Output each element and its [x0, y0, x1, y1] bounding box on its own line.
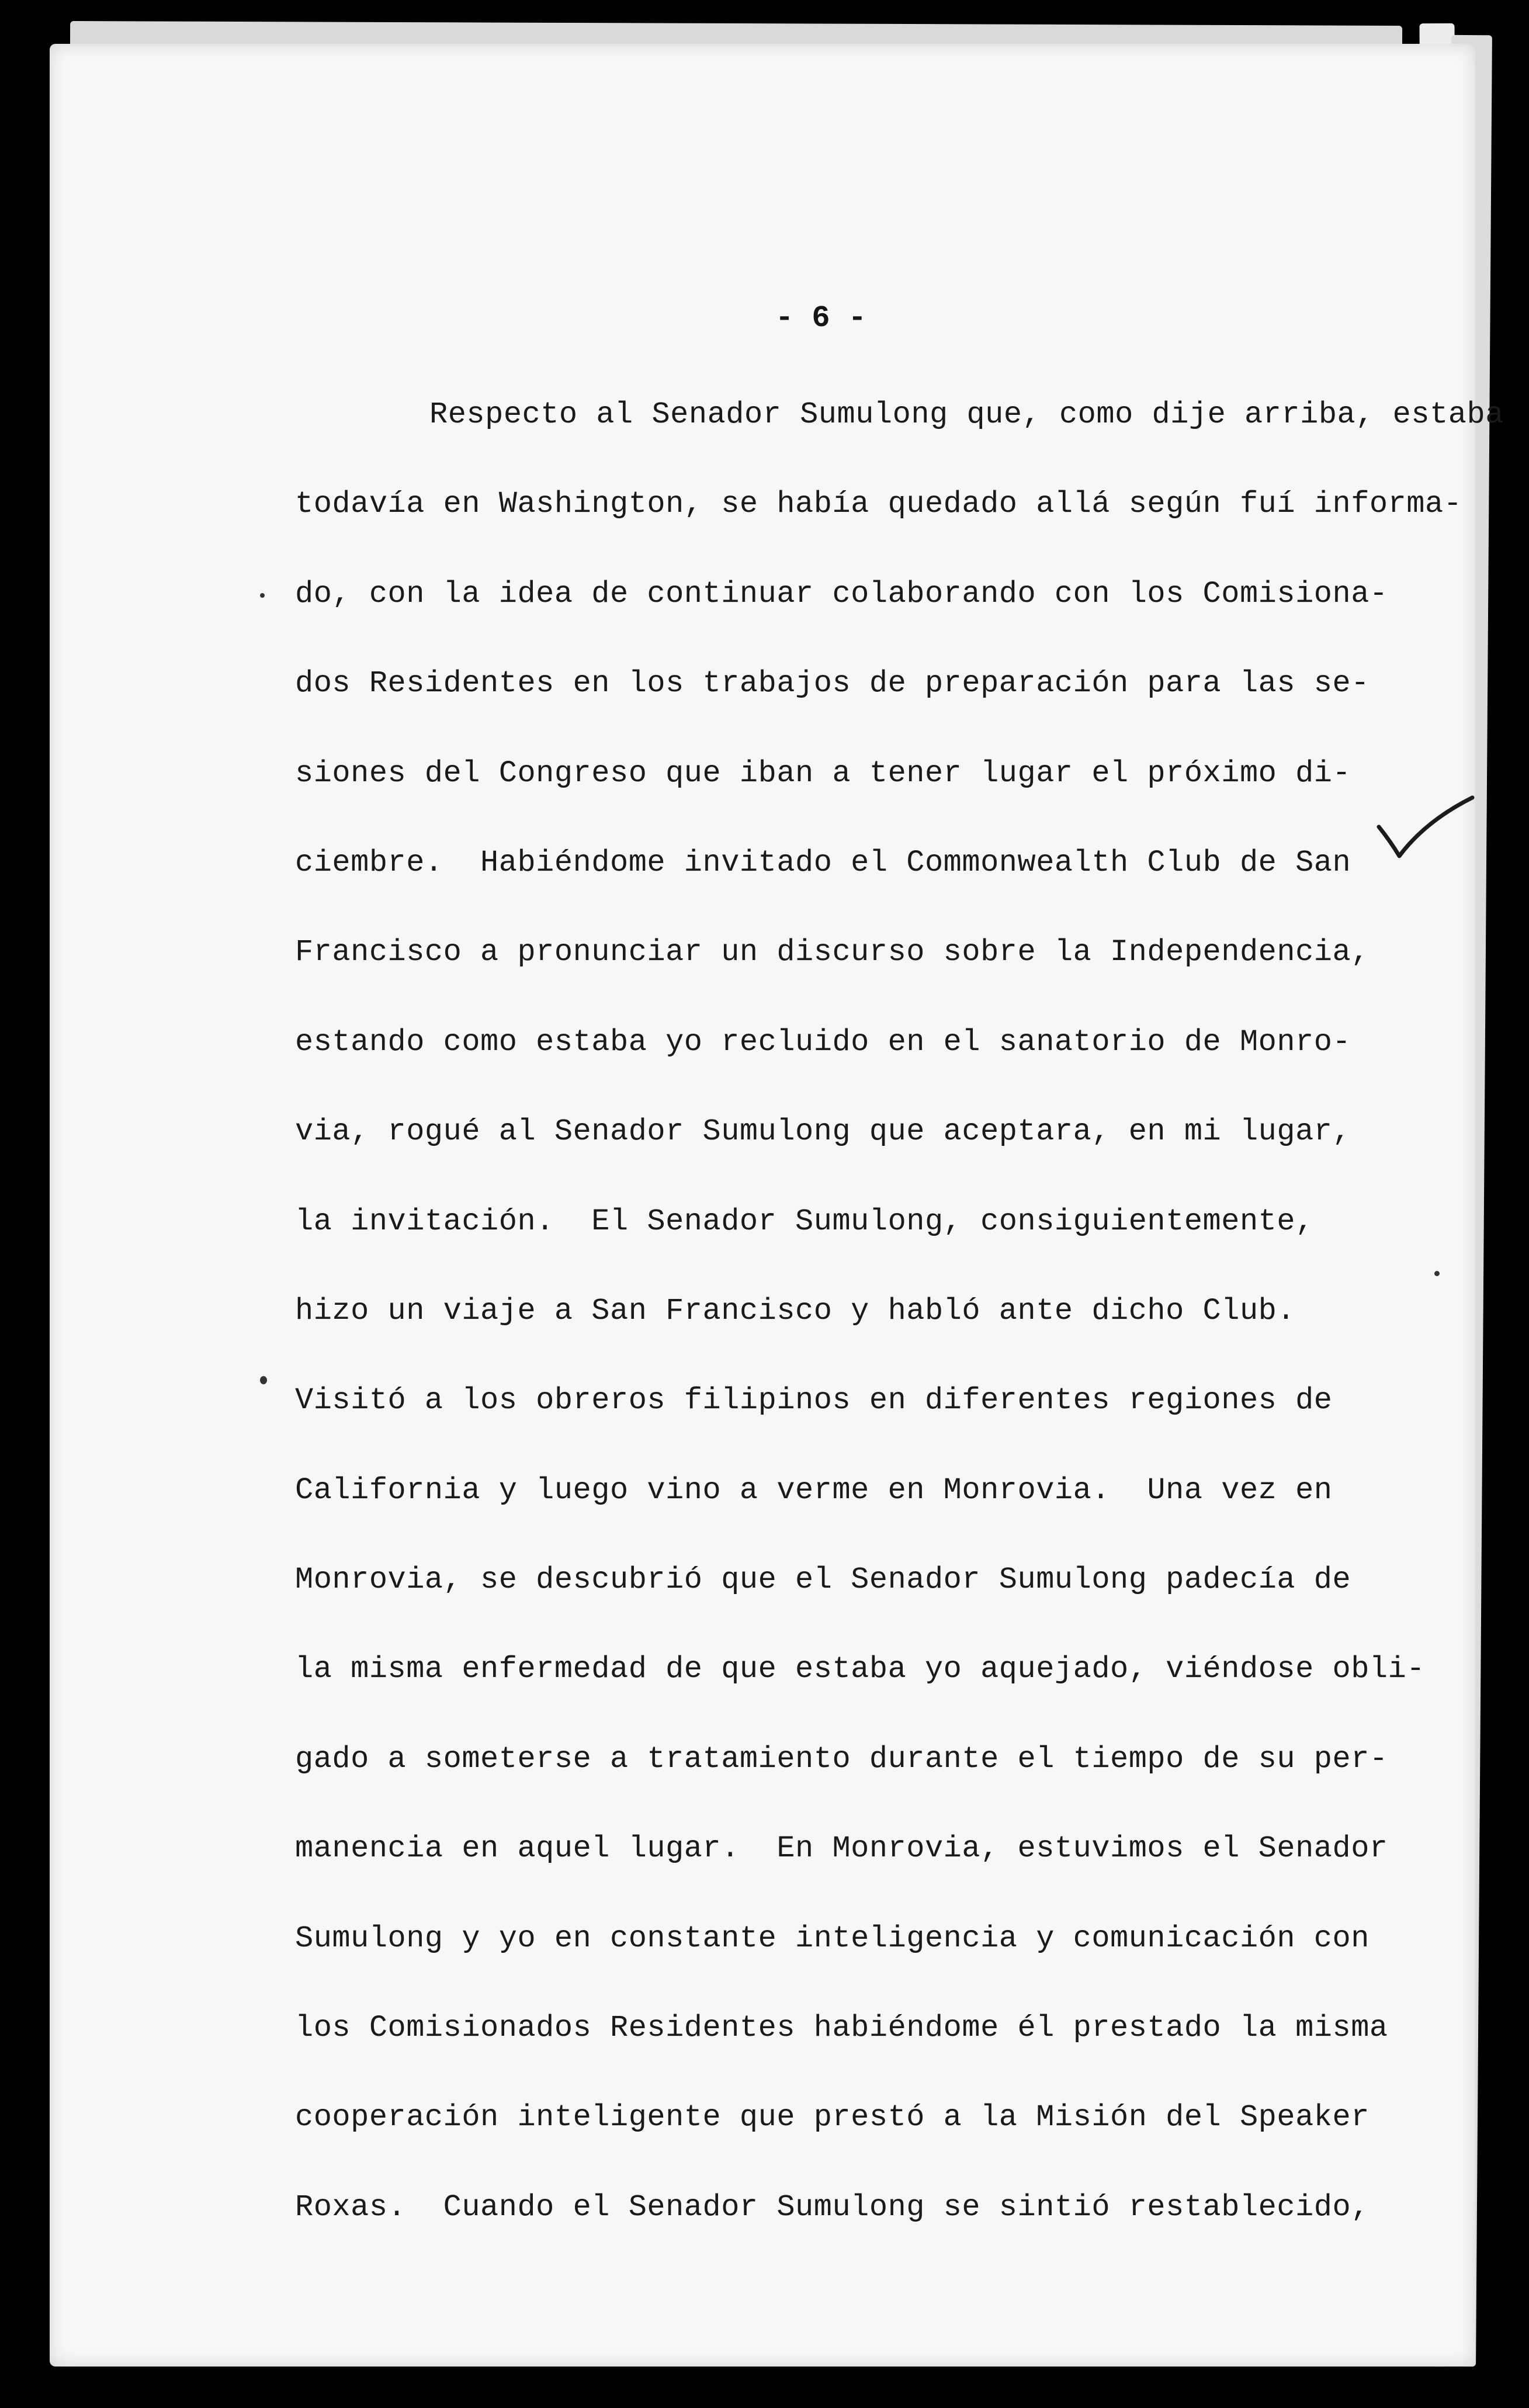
text-line: via, rogué al Senador Sumulong que aceptara, en mi lugar, [295, 1114, 1351, 1149]
text-line: Monrovia, se descubrió que el Senador Sumulong padecía de [295, 1562, 1351, 1598]
page-number: - 6 - [775, 301, 867, 335]
text-line: dos Residentes en los trabajos de preparación para las se- [295, 666, 1369, 701]
text-line: California y luego vino a verme en Monrovia. Una vez en [295, 1472, 1333, 1508]
text-line: do, con la idea de continuar colaborando con los Comisiona- [295, 576, 1388, 611]
text-line: gado a someterse a tratamiento durante el tiempo de su per- [295, 1741, 1388, 1776]
text-line: ciembre. Habiéndome invitado el Commonwealth Club de San [295, 845, 1351, 880]
text-line: Francisco a pronunciar un discurso sobre la Independencia, [295, 935, 1369, 970]
text-line: Visitó a los obreros filipinos en diferentes regiones de [295, 1383, 1333, 1418]
text-line: estando como estaba yo recluido en el sanatorio de Monro- [295, 1024, 1351, 1059]
ink-speck [260, 1376, 267, 1384]
text-line: Roxas. Cuando el Senador Sumulong se sintió restablecido, [295, 2189, 1369, 2225]
text-line: hizo un viaje a San Francisco y habló ante dicho Club. [295, 1293, 1296, 1328]
text-line: la invitación. El Senador Sumulong, consiguientemente, [295, 1204, 1314, 1239]
text-line: siones del Congreso que iban a tener lugar el próximo di- [295, 756, 1351, 791]
typewritten-page [50, 44, 1504, 2367]
text-line: cooperación inteligente que prestó a la Misión del Speaker [295, 2100, 1369, 2135]
ink-speck [260, 593, 265, 598]
text-line: la misma enfermedad de que estaba yo aquejado, viéndose obli- [295, 1652, 1426, 1687]
text-line: Respecto al Senador Sumulong que, como dije arriba, estaba [429, 397, 1504, 432]
text-line: manencia en aquel lugar. En Monrovia, estuvimos el Senador [295, 1831, 1388, 1866]
text-line: Sumulong y yo en constante inteligencia y comunicación con [295, 1921, 1369, 1956]
check-mark-icon [1373, 792, 1478, 879]
ink-speck [1434, 1271, 1440, 1276]
text-line: los Comisionados Residentes habiéndome él prestado la misma [295, 2011, 1388, 2046]
body-text [295, 391, 1504, 2274]
text-line: todavía en Washington, se había quedado allá según fuí informa- [295, 487, 1462, 522]
